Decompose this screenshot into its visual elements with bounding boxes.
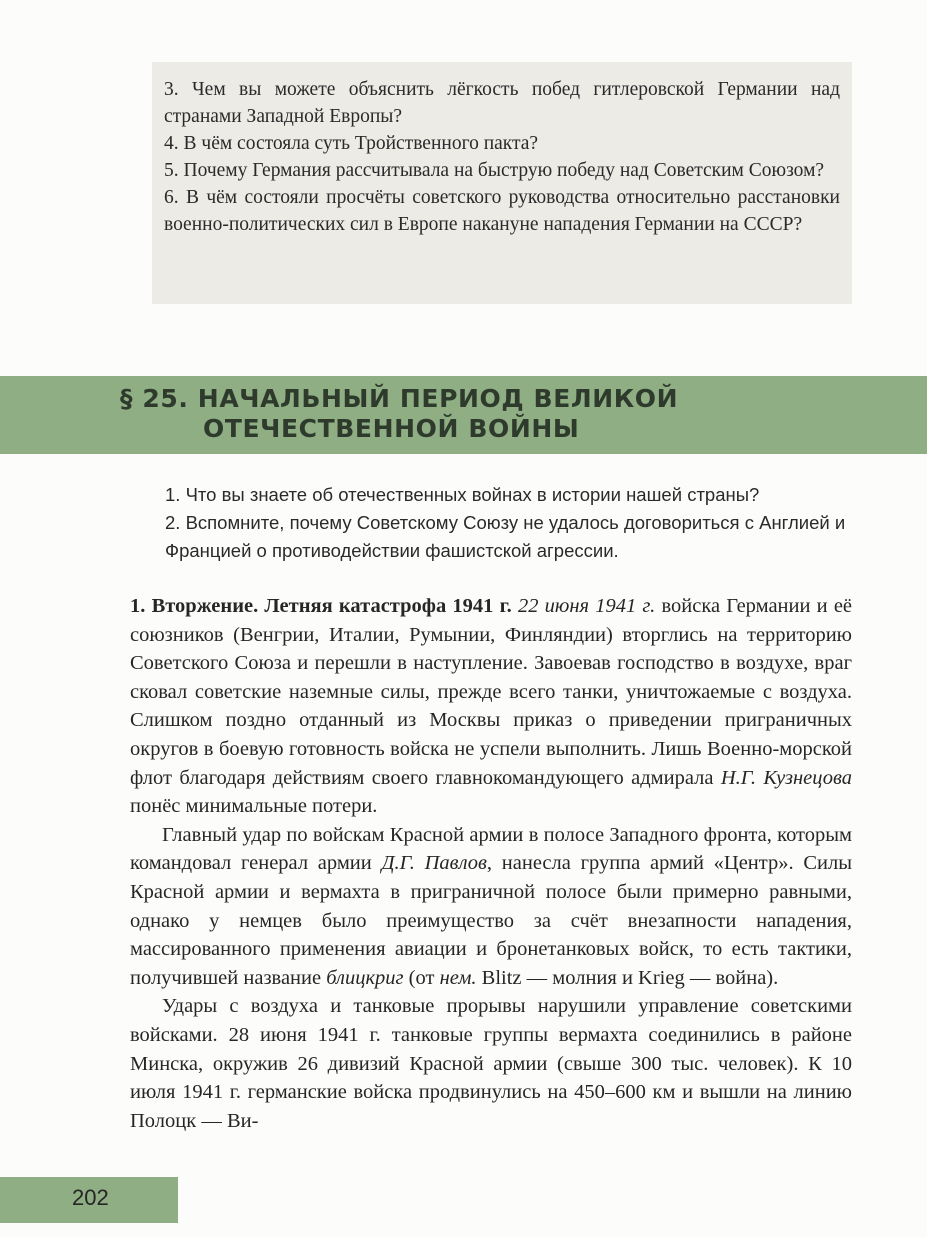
paragraph-2 [130, 821, 852, 993]
intro-questions [165, 481, 865, 565]
paragraph-2-text-b: , нанесла группа армий «Центр». Силы Красной армии и вермахта в приграничной полосе были примерно равными, однако у немцев было преимущество за счёт внезапности нападения, массированного применения авиации и бронетанковых войск, то есть тактики, получившей название [130, 852, 852, 989]
intro-question-2: 2. Вспомните, почему Советскому Союзу не удалось договориться с Англией и Францией о противодействии фашистской агрессии. [165, 512, 846, 561]
review-question-3: 3. Чем вы можете объяснить лёгкость побед гитлеровской Германии над странами Западной Европы? [164, 79, 840, 127]
review-question-4: 4. В чём состояла суть Тройственного пакта? [164, 133, 539, 154]
section-heading-line2: ОТЕЧЕСТВЕННОЙ ВОЙНЫ [203, 414, 580, 443]
invasion-date: 22 июня 1941 г. [517, 595, 656, 617]
paragraph-2-text-d: Blitz — молния и Krieg — война). [481, 966, 779, 989]
paragraph-2-text-c: (от [408, 966, 435, 989]
page-number: 202 [72, 1185, 109, 1210]
review-question-5: 5. Почему Германия рассчитывала на быструю победу над Советским Союзом? [164, 160, 825, 181]
subsection-title: 1. Вторжение. Летняя катастрофа 1941 г. [130, 595, 512, 617]
term-blitzkrieg: блицкриг [326, 966, 404, 989]
person-pavlov: Д.Г. Павлов [381, 852, 487, 875]
intro-question-1: 1. Что вы знаете об отечественных войнах в истории нашей страны? [165, 484, 760, 505]
body-text [130, 592, 852, 1135]
paragraph-3: Удары с воздуха и танковые прорывы нарушили управление советскими войсками. 28 июня 1941 г. танковые группы вермахта соединились в районе Минска, окружив 26 дивизий Красной армии (свыше 300 тыс. человек). К 10 июля 1941 г. германские войска продвинулись на 450–600 км и вышли на линию Полоцк — Ви- [130, 995, 852, 1132]
review-question-6: 6. В чём состояли просчёты советского руководства относительно расстановки военно-политических сил в Европе накануне нападения Германии на СССР? [164, 187, 840, 235]
section-heading [120, 384, 678, 444]
paragraph-2-text-a: Главный удар по войскам Красной армии в полосе Западного фронта, которым командовал генерал армии [130, 823, 852, 875]
paragraph-1-text-b: понёс минимальные потери. [130, 795, 378, 818]
paragraph-1 [130, 592, 852, 821]
paragraph-1-text-a: войска Германии и её союзников (Венгрии, Италии, Румынии, Финляндии) вторглись на территорию Советского Союза и перешли в наступление. Завоевав господство в воздухе, враг сковал советские наземные силы, прежде всего танки, уничтожаемые с воздуха. Слишком поздно отданный из Москвы приказ о приведении приграничных округов в боевую готовность войска не успели выполнить. Лишь Военно-морской флот благодаря действиям своего главнокомандующего адмирала [130, 595, 853, 789]
section-heading-line1: § 25. НАЧАЛЬНЫЙ ПЕРИОД ВЕЛИКОЙ [120, 384, 679, 413]
language-abbrev: нем. [439, 966, 477, 989]
person-kuznetsov: Н.Г. Кузнецова [720, 766, 853, 789]
review-questions-box [152, 62, 852, 304]
